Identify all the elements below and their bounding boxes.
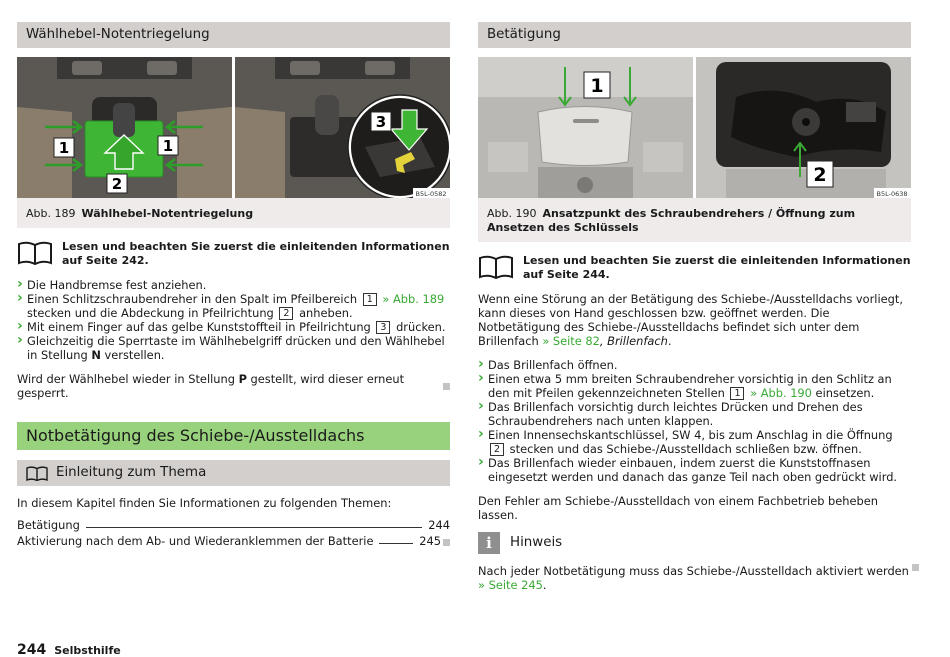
figure-link[interactable]: » Abb. 189 [382,292,445,306]
callout-box: 1 [363,293,377,306]
read-first-note [17,239,450,268]
callout-1a: 1 [58,139,70,157]
roof-console-image-2 [696,57,911,198]
callout-3: 3 [375,113,387,131]
callout-box: 1 [730,387,744,400]
toc-page: 244 [428,518,450,532]
final-paragraph: Den Fehler am Schiebe-/Ausstelldach von einem Fachbetrieb beheben lassen. [478,494,878,522]
roof-console-image-1 [478,57,693,198]
list-item: › Einen Schlitzschraubendreher in den Spalt im Pfeilbereich 1 » Abb. 189 stecken und die Abdeckung in Pfeilrichtung 2 anheben. [17,292,450,320]
info-icon: i [478,532,500,554]
open-book-icon [17,241,53,265]
list-item: › Einen etwa 5 mm breiten Schraubendreher vorsichtig in den Schlitz an den mit Pfeilen gekennzeichneten Stellen 1 » Abb. 190 einsetzen. [478,372,911,400]
hint-title: Hinweis [510,535,563,550]
callout-1b: 1 [162,137,174,155]
toc-row[interactable] [17,532,450,548]
figure-code: B5L-0582 [415,190,447,198]
section-end-marker [443,539,450,546]
chapter-title: Notbetätigung des Schiebe-/Ausstelldachs [26,426,365,445]
figure-code: B5L-0638 [876,190,908,198]
topic-list [17,516,450,548]
list-item: › Das Brillenfach wieder einbauen, indem zuerst die Kunststoffnasen eingesetzt werden und danach das ganze Teil nach oben gedrückt wird. [478,456,911,484]
hint-header [478,532,911,554]
caption-number: Abb. 189 [26,207,76,220]
toc-label: Aktivierung nach dem Ab- und Wiederanklemmen der Batterie [17,534,374,548]
toc-page: 245 [419,534,441,548]
callout-1: 1 [590,75,604,97]
figure-caption [17,198,450,228]
page-number: 244 [17,642,47,657]
list-item: › Einen Innensechskantschlüssel, SW 4, bis zum Anschlag in die Öffnung 2 stecken und das Schiebe-/Ausstelldach schließen bzw. öffnen. [478,428,911,456]
toc-label: Betätigung [17,518,80,532]
callout-2: 2 [813,164,827,186]
caption-title: Wählhebel-Notentriegelung [81,207,254,220]
caption-title: Ansatzpunkt des Schraubendrehers / Öffnung zum Ansetzen des Schlüssels [487,207,856,234]
open-book-icon [26,466,48,481]
section-title: Wählhebel-Notentriegelung [26,27,210,42]
section-title: Betätigung [487,27,561,42]
gear-lever-image-2 [235,57,450,198]
list-item: › Das Brillenfach vorsichtig durch leichtes Drücken und Drehen des Schraubendrehers nach unten klappen. [478,400,911,428]
section-header-betaetigung [478,22,911,48]
figure-link[interactable]: » Abb. 190 [746,386,812,400]
intro-title: Einleitung zum Thema [56,465,207,480]
toc-row[interactable] [17,516,450,532]
intro-paragraph: Wenn eine Störung an der Betätigung des Schiebe-/Ausstelldachs vorliegt, kann dieses von Hand geschlossen bzw. geöffnet werden. Die Notbetätigung des Schiebe-/Ausstelldachs befindet sich unter dem Brillenfach » Seite 82, Brillenfach. [478,292,903,348]
intro-header [17,460,450,486]
list-item: › Die Handbremse fest anziehen. [17,278,450,292]
section-header-waehlhebel [17,22,450,48]
callout-box: 2 [279,307,293,320]
left-column [17,22,450,548]
callout-2: 2 [111,175,123,193]
note-text: Lesen und beachten Sie zuerst die einleitenden Informationen auf Seite 242. [62,240,450,267]
instruction-list [478,358,911,484]
callout-box: 2 [490,443,504,456]
hint-paragraph: Nach jeder Notbetätigung muss das Schiebe-/Ausstelldach aktiviert werden » Seite 245. [478,564,911,592]
section-end-marker [912,564,919,571]
caption-number: Abb. 190 [487,207,537,220]
figure-189 [17,57,450,198]
page-footer [17,643,121,657]
final-paragraph: Wird der Wählhebel wieder in Stellung P gestellt, wird dieser erneut gesperrt. [17,372,450,400]
list-item: › Gleichzeitig die Sperrtaste im Wählhebelgriff drücken und den Wählhebel in Stellung N verstellen. [17,334,450,362]
footer-section: Selbsthilfe [54,644,121,657]
list-item: › Mit einem Finger auf das gelbe Kunststoffteil in Pfeilrichtung 3 drücken. [17,320,450,334]
callout-box: 3 [376,321,390,334]
gear-lever-image-1 [17,57,232,198]
chapter-header [17,422,450,450]
page-link[interactable]: » Seite 82 [542,334,600,348]
figure-caption [478,198,911,242]
page-link[interactable]: » Seite 245 [478,578,543,592]
figure-190 [478,57,911,198]
right-column [478,22,911,592]
note-text: Lesen und beachten Sie zuerst die einleitenden Informationen auf Seite 244. [523,254,911,281]
list-item: › Das Brillenfach öffnen. [478,358,911,372]
read-first-note [478,253,911,282]
open-book-icon [478,255,514,279]
intro-text: In diesem Kapitel finden Sie Informationen zu folgenden Themen: [17,496,392,510]
section-end-marker [443,383,450,390]
instruction-list [17,278,450,362]
